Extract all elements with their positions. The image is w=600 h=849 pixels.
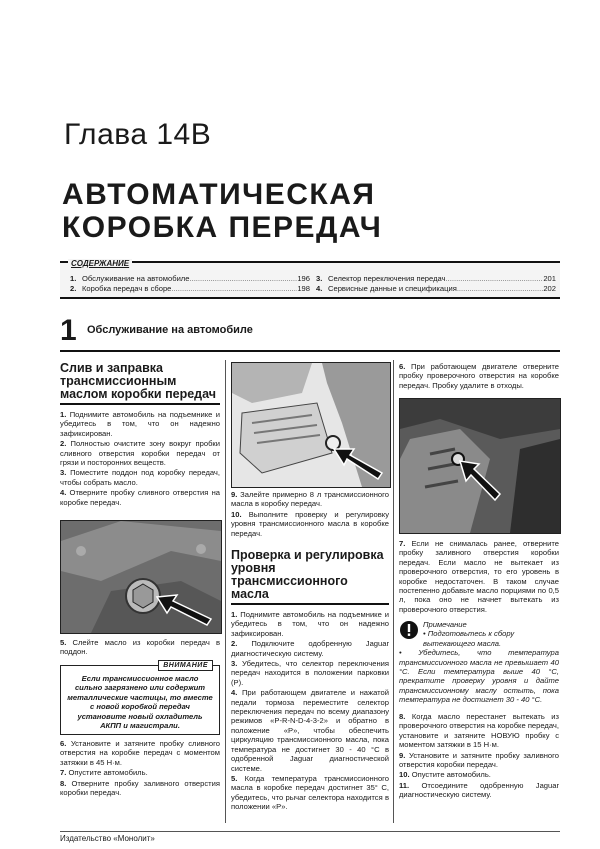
- step: 7. Если не снималась ранее, отверните пробку заливного отверстия коробки передач. Если масло не вытекает из проверочного отверстия, то его уровень в коробке недостаточен. В таком случае постепенно добавьте масло порциями по 0,5 л, пока оно не начнет вытекать из проверочного отверстия.: [399, 539, 559, 614]
- step: 3. Убедитесь, что селектор переключения передач находится в положении парковки (P).: [231, 659, 389, 687]
- toc-heading: СОДЕРЖАНИЕ: [68, 259, 132, 268]
- exclamation-icon: [399, 620, 419, 640]
- note-block: [399, 620, 559, 705]
- step: 7. Опустите автомобиль.: [60, 768, 148, 778]
- step: 10. Выполните проверку и регулировку уровня трансмиссионного масла в коробке передач.: [231, 509, 389, 538]
- column-1: [60, 362, 220, 508]
- col1-steps-b: [60, 638, 220, 658]
- note-label: Примечание: [423, 620, 467, 629]
- step: 11. Отсоедините одобренную Jaguar диагностическую систему.: [399, 780, 559, 800]
- page-title: [62, 178, 382, 244]
- note-bullet: • Подготовьтесь к сбору вытекающего масла.: [423, 629, 515, 648]
- step: 4. При работающем двигателе и нажатой педали тормоза переместите селектор переключения передач по всему диапазону режимов «P-R-N-D-4-3-2» и обратно в положение «P», чтобы обеспечить циркуляцию трансмиссионного масла, пока температура не достигнет 30 - 40 °С в одобренной Jaguar диагностической системе.: [231, 688, 389, 773]
- toc-item[interactable]: 2. Коробка передач в сборе ..... 198: [70, 284, 310, 294]
- col1-steps-c: [60, 739, 220, 798]
- step: 9. Установите и затяните пробку заливного отверстия коробки передач.: [399, 750, 559, 770]
- col2-heading: Проверка и регулировка уровня трансмиссионного масла: [231, 549, 389, 605]
- section-title: Обслуживание на автомобиле: [87, 324, 253, 336]
- toc-item[interactable]: 4. Сервисные данные и спецификация ..... 202: [316, 284, 556, 294]
- photo-gearbox-underside: [231, 362, 391, 488]
- step: 1. Поднимите автомобиль на подъемнике и убедитесь в том, что он надежно зафиксирован.: [60, 410, 220, 438]
- title-line-1: АВТОМАТИЧЕСКАЯ: [62, 178, 376, 211]
- step: 5. Слейте масло из коробки передач в поддон.: [60, 638, 220, 657]
- step: 1. Поднимите автомобиль на подъемнике и убедитесь в том, что он надежно зафиксирован.: [231, 610, 389, 638]
- step: 6. Установите и затяните пробку сливного отверстия на коробке передач с моментом затяжки в 45 Н·м.: [60, 739, 220, 767]
- step: 3. Поместите поддон под коробку передач, чтобы собрать масло.: [60, 468, 220, 487]
- section-number: 1: [60, 314, 77, 347]
- toc-column-left: [70, 274, 310, 294]
- chapter-label: Глава 14В: [64, 118, 212, 151]
- warning-text: Если трансмиссионное масло сильно загрязнено или содержит металлические частицы, то вместе с новой коробкой передач установите новый охладитель АКПП и магистрали.: [67, 674, 213, 731]
- step: 9. Залейте примерно 8 л трансмиссионного масла в коробку передач.: [231, 490, 389, 509]
- step: 5. Когда температура трансмиссионного масла в коробке передач достигнет 35° С, убедитесь, что рычаг селектора находится в положении «P».: [231, 773, 389, 812]
- step: 8. Отверните пробку заливного отверстия коробки передач.: [60, 778, 220, 798]
- step: 2. Подключите одобренную Jaguar диагностическую систему.: [231, 639, 389, 658]
- col3-steps-a: [399, 362, 559, 391]
- col3-steps-c: [399, 712, 559, 801]
- col2-section: [231, 549, 389, 813]
- photo-check-plug: [399, 398, 561, 534]
- footer-rule: [60, 831, 560, 832]
- toc-item[interactable]: 3. Селектор переключения передач ..... 201: [316, 274, 556, 284]
- toc-column-right: [316, 274, 556, 294]
- step: 10. Опустите автомобиль.: [399, 770, 491, 780]
- col3-steps-b: [399, 539, 559, 615]
- col1-heading: Слив и заправка трансмиссионным маслом коробки передач: [60, 362, 220, 405]
- section-header: [60, 314, 560, 352]
- step: 6. При работающем двигателе отверните пробку проверочного отверстия на коробке передач. Пробку удалите в отходы.: [399, 362, 559, 390]
- col2-steps-b: [231, 610, 389, 812]
- title-line-2: КОРОБКА ПЕРЕДАЧ: [62, 211, 383, 244]
- photo-drain-plug: [60, 520, 222, 634]
- warning-box: [60, 662, 220, 735]
- toc-item[interactable]: 1. Обслуживание на автомобиле ..... 196: [70, 274, 310, 284]
- col2-steps-a: [231, 490, 389, 539]
- note-bullet: • Убедитесь, что температура трансмиссионного масла не превышает 40 °С. Если температура выше 40 °С, прекратите проверку уровня и дайте трансмиссионному маслу остыть, пока температура не достигнет 30 - 40 °С.: [399, 648, 559, 705]
- warning-label: ВНИМАНИЕ: [158, 660, 213, 671]
- table-of-contents: [60, 261, 560, 299]
- step: 4. Отверните пробку сливного отверстия на коробке передач.: [60, 488, 220, 507]
- publisher-footer: Издательство «Монолит»: [60, 834, 155, 843]
- col1-steps-a: [60, 410, 220, 507]
- step: 2. Полностью очистите зону вокруг пробки сливного отверстия коробки передач от грязи и посторонних веществ.: [60, 439, 220, 468]
- step: 8. Когда масло перестанет вытекать из проверочного отверстия на коробке передач, установите и затяните НОВУЮ пробку с моментом затяжки в 15 Н·м.: [399, 712, 559, 750]
